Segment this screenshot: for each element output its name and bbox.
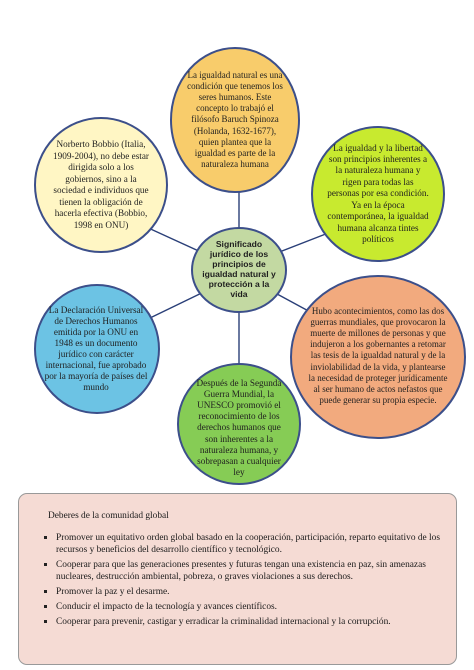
node-center-text (201, 236, 277, 302)
list-item: Cooperar para que las generaciones presentes y futuras tengan una existencia en paz, sin amenazas nucleares, destrucción ambiental, pobreza, o graves violaciones a sus derechos. (56, 559, 442, 583)
node-bottom-right-text (308, 287, 448, 425)
duties-box-title: Deberes de la comunidad global (48, 511, 169, 521)
node-bottom-text (191, 378, 287, 478)
node-bottom-left-label: La Declaración Universal de Derechos Humanos emitida por la ONU en 1948 es un documento jurídico con carácter internacional, fue aprobado por la mayoría de países del mundo (44, 305, 148, 392)
node-top-text (186, 56, 284, 184)
duties-box (18, 493, 457, 665)
list-item: Promover un equitativo orden global basado en la cooperación, participación, reparto equitativo de los recursos y beneficios del desarrollo científico y tecnológico. (56, 533, 440, 555)
node-center-label: Significado jurídico de los principios de igualdad natural y protección a la vida (202, 239, 276, 299)
node-left-label: Norberto Bobbio (Italia, 1909-2004), no debe estar dirigida solo a los gobiernos, sino a la sociedad e individuos que tienen la obligación de hacerla efectiva (Bobbio, 1998 en ONU) (53, 139, 149, 230)
list-item: Cooperar para prevenir, castigar y erradicar la criminalidad internacional y la corrupción. (56, 616, 442, 628)
node-left-text (50, 124, 152, 246)
node-bottom-left-text (44, 290, 148, 408)
list-item: Promover la paz y el desarme. (56, 586, 442, 598)
node-right-text (327, 141, 429, 247)
node-right-label: La igualdad y la libertad son principios inherentes a la naturaleza humana y rigen para todas las personas por esa condición. Ya en la época contemporánea, la igualdad humana alcanza tintes políticos (327, 142, 429, 244)
list-item: Conducir el impacto de la tecnología y avances científicos. (56, 601, 442, 613)
node-bottom-label: Después de la Segunda Guerra Mundial, la UNESCO promovió el reconocimiento de los derechos humanos que son inherentes a la naturaleza humana, y sobrepasan a cualquier ley (196, 377, 282, 478)
node-top-label: La igualdad natural es una condición que tenemos los seres humanos. Este concepto lo trabajó el filósofo Baruch Spinoza (Holanda, 1632-1677), quien plantea que la igualdad es parte de la naturaleza humana (187, 69, 283, 170)
duties-list (41, 532, 442, 628)
node-bottom-right-label: Hubo acontecimientos, como las dos guerras mundiales, que provocaron la muerte de millones de personas y que indujeron a los gobernantes a retomar las tesis de la igualdad natural y de la inviolabilidad de la vida, y plantearse la necesidad de proteger jurídicamente al ser humano de actos nefastos que puede generar su propia especie. (308, 306, 448, 405)
